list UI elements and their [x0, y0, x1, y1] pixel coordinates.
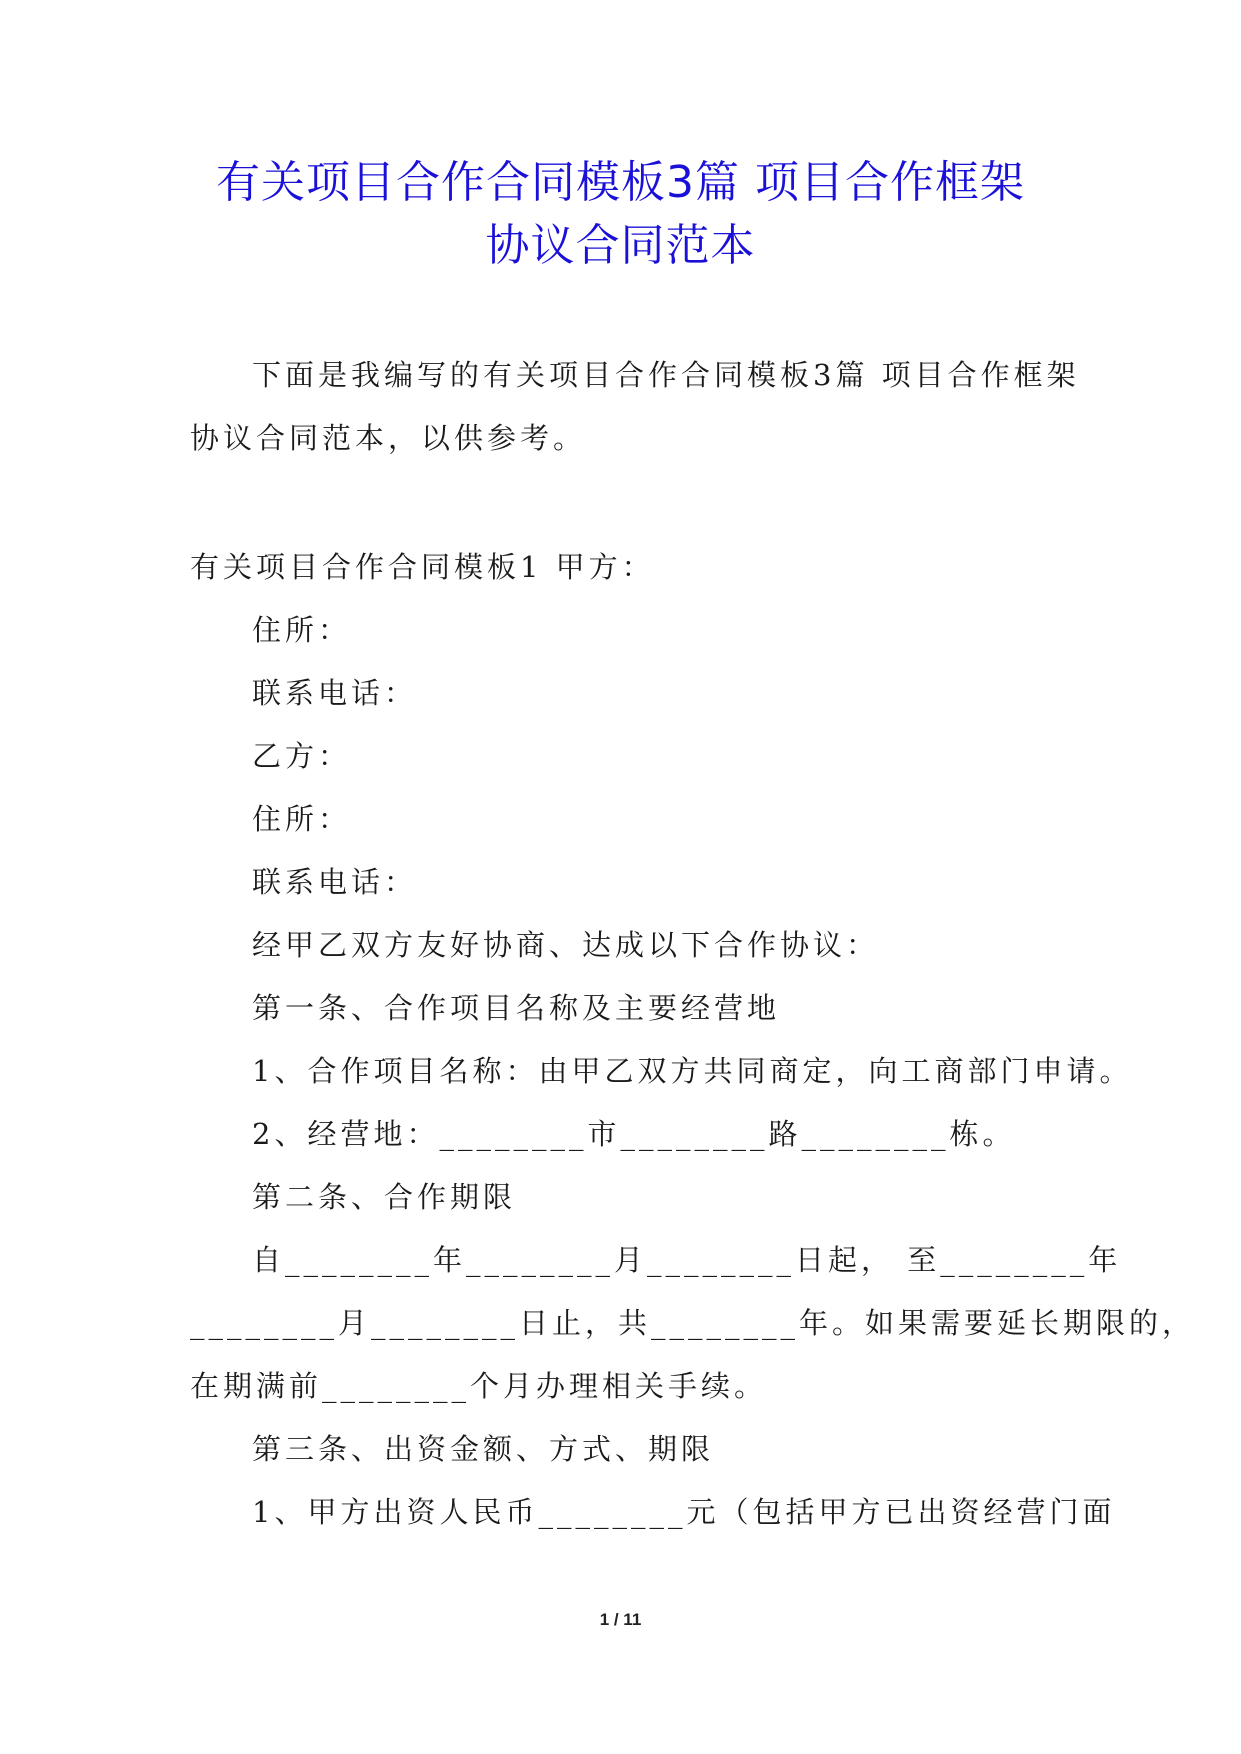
template-1-heading: 有关项目合作合同模板1 甲方： — [190, 550, 655, 584]
article-2-line-2: ________月________日止，共________年。如果需要延长期限的， — [190, 1306, 1196, 1340]
page-number: 1 / 11 — [599, 1610, 642, 1629]
article-1-heading: 第一条、合作项目名称及主要经营地 — [252, 991, 781, 1025]
intro-paragraph-line-1: 下面是我编写的有关项目合作合同模板3篇 项目合作框架 — [252, 358, 1080, 392]
document-title-line-2: 协议合同范本 — [485, 220, 756, 271]
document-title-line-1: 有关项目合作合同模板3篇 项目合作框架 — [216, 157, 1025, 208]
article-1-item-1: 1、合作项目名称：由甲乙双方共同商定，向工商部门申请。 — [252, 1054, 1133, 1088]
article-3-heading: 第三条、出资金额、方式、期限 — [252, 1432, 715, 1466]
article-2-heading: 第二条、合作期限 — [252, 1180, 517, 1214]
party-b: 乙方： — [252, 739, 352, 773]
agreement-intro: 经甲乙双方友好协商、达成以下合作协议： — [252, 928, 880, 962]
party-a-address: 住所： — [252, 613, 352, 647]
party-a-phone: 联系电话： — [252, 676, 418, 710]
article-1-item-2: 2、经营地：________市________路________栋。 — [252, 1117, 1016, 1151]
article-2-line-3: 在期满前________个月办理相关手续。 — [190, 1369, 768, 1403]
article-2-line-1: 自________年________月________日起， 至________年 — [252, 1243, 1122, 1277]
party-b-phone: 联系电话： — [252, 865, 418, 899]
party-b-address: 住所： — [252, 802, 352, 836]
intro-paragraph-line-2: 协议合同范本，以供参考。 — [190, 421, 587, 455]
article-3-item-1: 1、甲方出资人民币________元（包括甲方已出资经营门面 — [252, 1495, 1116, 1529]
